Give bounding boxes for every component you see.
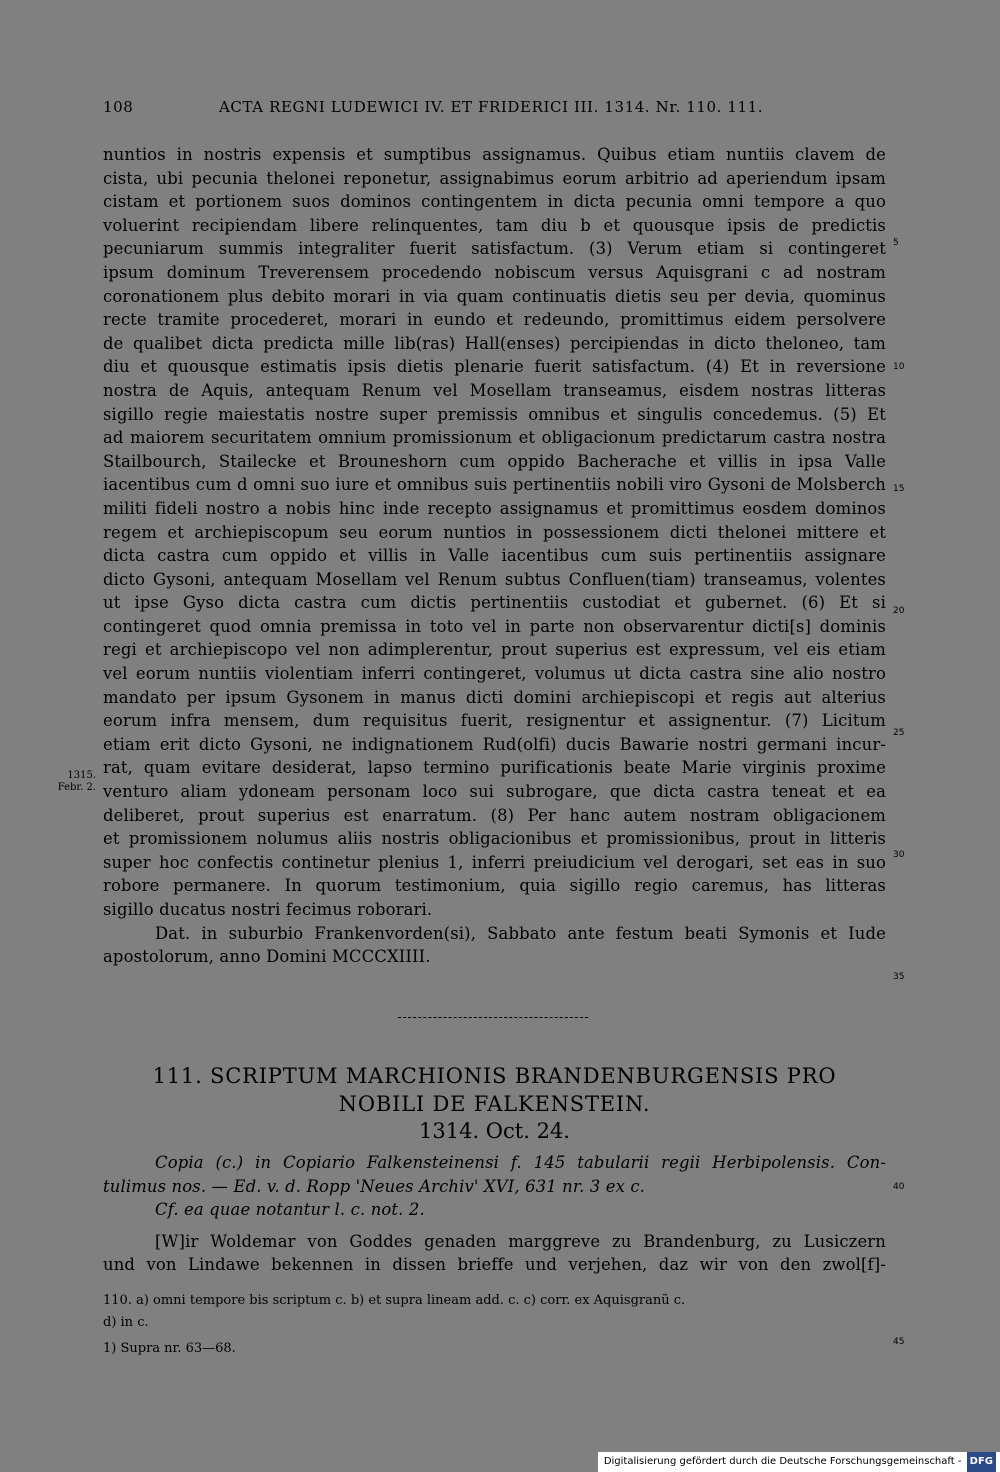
body-line: etiam erit dicto Gysoni, ne indignationem Rud(olfi) ducis Bawarie nostri germani incur- xyxy=(103,734,886,754)
line-number: 45 xyxy=(893,1337,905,1347)
margin-note-year: 1315. xyxy=(67,770,96,781)
body-line: ut ipse Gyso dicta castra cum dictis pertinentiis custodiat et gubernet. (6) Et si xyxy=(103,593,886,613)
source-note-line: tulimus nos. — Ed. v. d. Ropp 'Neues Archiv' XVI, 631 nr. 3 ex c. xyxy=(103,1176,646,1196)
line-number: 5 xyxy=(893,238,899,248)
body-line: cistam et portionem suos dominos contingentem in dicta pecunia omni tempore a quo xyxy=(103,192,886,212)
body-line: dicta castra cum oppido et villis in Valle iacentibus cum suis pertinentiis assignare xyxy=(103,546,886,566)
body-line: pecuniarum summis integraliter fuerit satisfactum. (3) Verum etiam si contingeret xyxy=(103,239,886,259)
footnote-line: 110. a) omni tempore bis scriptum c. b) et supra lineam add. c. c) corr. ex Aquisgranũ c. xyxy=(103,1293,686,1308)
running-title: ACTA REGNI LUDEWICI IV. ET FRIDERICI III. 1314. Nr. 110. 111. xyxy=(219,98,764,116)
margin-date-note xyxy=(44,770,96,794)
body-line: deliberet, prout superius est enarratum. (8) Per hanc autem nostram obligacionem xyxy=(103,805,886,825)
body-line: militi fideli nostro a nobis hinc inde recepto assignamus et promittimus eosdem dominos xyxy=(103,498,886,518)
dfg-banner-text: Digitalisierung gefördert durch die Deutsche Forschungsgemeinschaft - xyxy=(603,1456,962,1467)
body-line: sigillo regie maiestatis nostre super premissis omnibus et singulis concedemus. (5) Et xyxy=(103,404,886,424)
body-line: eorum infra mensem, dum requisitus fuerit, resignentur et assignentur. (7) Licitum xyxy=(103,711,886,731)
body-line: cista, ubi pecunia thelonei reponetur, assignabimus eorum arbitrio ad aperiendum ipsam xyxy=(103,168,886,188)
line-number: 35 xyxy=(893,972,905,982)
body-line: rat, quam evitare desiderat, lapso termino purificationis beate Marie virginis proxime xyxy=(103,758,886,778)
body-line: mandato per ipsum Gysonem in manus dicti domini archiepiscopi et regis aut alterius xyxy=(103,687,886,707)
text-line: [W]ir Woldemar von Goddes genaden marggreve zu Brandenburg, zu Lusiczern xyxy=(155,1231,886,1251)
body-line: contingeret quod omnia premissa in toto vel in parte non observarentur dicti[s] dominis xyxy=(103,616,886,636)
body-line: sigillo ducatus nostri fecimus roborari. xyxy=(103,900,433,919)
line-number: 40 xyxy=(893,1182,905,1192)
body-line: super hoc confectis continetur plenius 1, inferri preiudicium vel derogari, set eas in suo xyxy=(103,852,886,872)
body-line: Stailbourch, Stailecke et Brouneshorn cum oppido Bacherache et villis in ipsa Valle xyxy=(103,451,886,471)
footnotes xyxy=(103,1290,886,1360)
body-line: diu et quousque estimatis ipsis dietis plenarie fuerit satisfactum. (4) Et in reversione xyxy=(103,357,886,377)
body-line: venturo aliam ydoneam personam loco sui subrogare, que dicta castra teneat et ea xyxy=(103,782,886,802)
body-line: apostolorum, anno Domini MCCCXIIII. xyxy=(103,947,431,967)
body-line: vel eorum nuntiis violentiam inferri contingeret, volumus ut dicta castra sine alio nostro xyxy=(103,664,886,684)
section-date: 1314. Oct. 24. xyxy=(419,1119,570,1143)
section-title-line: 111. SCRIPTUM MARCHIONIS BRANDENBURGENSIS PRO xyxy=(152,1064,837,1088)
body-line: regi et archiepiscopo vel non adimplerentur, prout superius est expressum, vel eis etiam xyxy=(103,640,886,660)
body-line: recte tramite procederet, morari in eundo et redeundo, promittimus eidem persolvere xyxy=(103,310,886,330)
source-note-line: Copia (c.) in Copiario Falkensteinensi f. 145 tabularii regii Herbipolensis. Con- xyxy=(155,1153,886,1172)
body-line: voluerint recipiendam libere relinquentes, tam diu b et quousque ipsis de predictis xyxy=(103,215,886,235)
line-number: 25 xyxy=(893,728,905,738)
footnote-line: 1) Supra nr. 63—68. xyxy=(103,1341,236,1356)
body-line: de qualibet dicta predicta mille lib(ras) Hall(enses) percipiendas in dicto theloneo, tam xyxy=(103,333,886,353)
body-line: et promissionem nolumus aliis nostris obligacionibus et promissionibus, prout in litteris xyxy=(103,829,886,849)
body-line: robore permanere. In quorum testimonium, quia sigillo regio caremus, has litteras xyxy=(103,876,886,896)
body-line: ad maiorem securitatem omnium promissionum et obligacionum predictarum castra nostra xyxy=(103,428,886,448)
page-number: 108 xyxy=(103,98,134,116)
section-body xyxy=(103,1151,886,1277)
document-body xyxy=(103,143,886,969)
line-number: 30 xyxy=(893,850,905,860)
body-line: regem et archiepiscopum seu eorum nuntios in possessionem dicti thelonei mittere et xyxy=(103,522,886,542)
body-line: ipsum dominum Treverensem procedendo nobiscum versus Aquisgrani c ad nostram xyxy=(103,262,886,282)
footnote-line: d) in c. xyxy=(103,1315,149,1330)
margin-note-date: Febr. 2. xyxy=(57,782,96,793)
cf-note-line: Cf. ea quae notantur l. c. not. 2. xyxy=(155,1200,425,1220)
body-line: coronationem plus debito morari in via quam continuatis dietis seu per devia, quominus xyxy=(103,286,886,306)
body-line: iacentibus cum d omni suo iure et omnibus suis pertinentiis nobili viro Gysoni de Molsberch xyxy=(103,475,886,495)
line-number: 10 xyxy=(893,362,905,372)
text-line: und von Lindawe bekennen in dissen brieffe und verjehen, daz wir von den zwol[f]- xyxy=(103,1255,886,1275)
body-line: dicto Gysoni, antequam Mosellam vel Renum subtus Confluen(tiam) transeamus, volentes xyxy=(103,569,886,589)
body-line: nuntios in nostris expensis et sumptibus assignamus. Quibus etiam nuntiis clavem de xyxy=(103,145,886,164)
dfg-banner xyxy=(598,1452,1000,1472)
body-line: Dat. in suburbio Frankenvorden(si), Sabbato ante festum beati Symonis et Iude xyxy=(155,923,886,943)
section-separator xyxy=(398,1017,588,1019)
line-number: 15 xyxy=(893,484,905,494)
line-number: 20 xyxy=(893,606,905,616)
section-title-line: NOBILI DE FALKENSTEIN. xyxy=(338,1092,651,1116)
dfg-logo: DFG xyxy=(967,1452,996,1472)
body-line: nostra de Aquis, antequam Renum vel Mosellam transeamus, eisdem nostras litteras xyxy=(103,380,886,400)
section-title xyxy=(103,1062,886,1118)
